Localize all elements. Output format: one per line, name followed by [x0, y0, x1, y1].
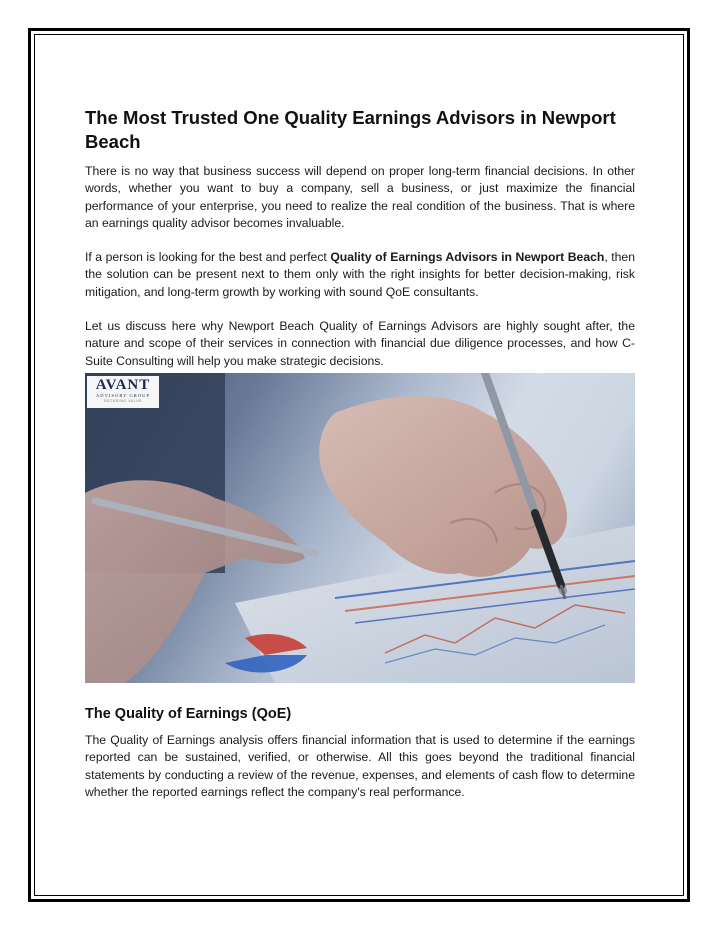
hero-photo	[85, 373, 635, 683]
section-paragraph: The Quality of Earnings analysis offers financial information that is used to determine if the earnings reported can be sustained, verified, or otherwise. All this goes beyond the traditional financial statements by conducting a review of the revenue, expenses, and elements of cash flow to determine whether the reported earnings reflect the company's real performance.	[85, 732, 635, 799]
advisors-paragraph-rest: , then the solution can be present next to them only with the right insights for better decision-making, risk mitigation, and long-term growth by working with sound QoE consultants.	[85, 250, 635, 299]
hero-photo-illustration	[85, 373, 635, 683]
avant-logo	[87, 376, 159, 408]
discussion-paragraph: Let us discuss here why Newport Beach Quality of Earnings Advisors are highly sought after, the nature and scope of their services in connection with financial due diligence processes, and how C-Suite Consulting will help you make strategic decisions.	[85, 319, 635, 368]
advisors-paragraph-lead: If a person is looking for the best and perfect	[85, 250, 331, 265]
logo-subtitle: ADVISORY GROUP	[95, 392, 151, 398]
document-content	[85, 106, 635, 801]
advisors-keyword: Quality of Earnings Advisors in Newport Beach	[330, 250, 605, 265]
logo-tagline: SECURING VALUE	[103, 398, 143, 403]
page-title: The Most Trusted One Quality Earnings Advisors in Newport Beach	[85, 107, 616, 152]
section-heading: The Quality of Earnings (QoE)	[85, 705, 292, 722]
logo-wordmark: AVANT	[95, 376, 151, 393]
advisors-paragraph	[85, 249, 635, 301]
intro-paragraph: There is no way that business success will depend on proper long-term financial decisions. In other words, whether you want to buy a company, sell a business, or just maximize the financial performance of your enterprise, you need to realize the real condition of the business. That is where an earnings quality advisor becomes invaluable.	[85, 164, 635, 230]
